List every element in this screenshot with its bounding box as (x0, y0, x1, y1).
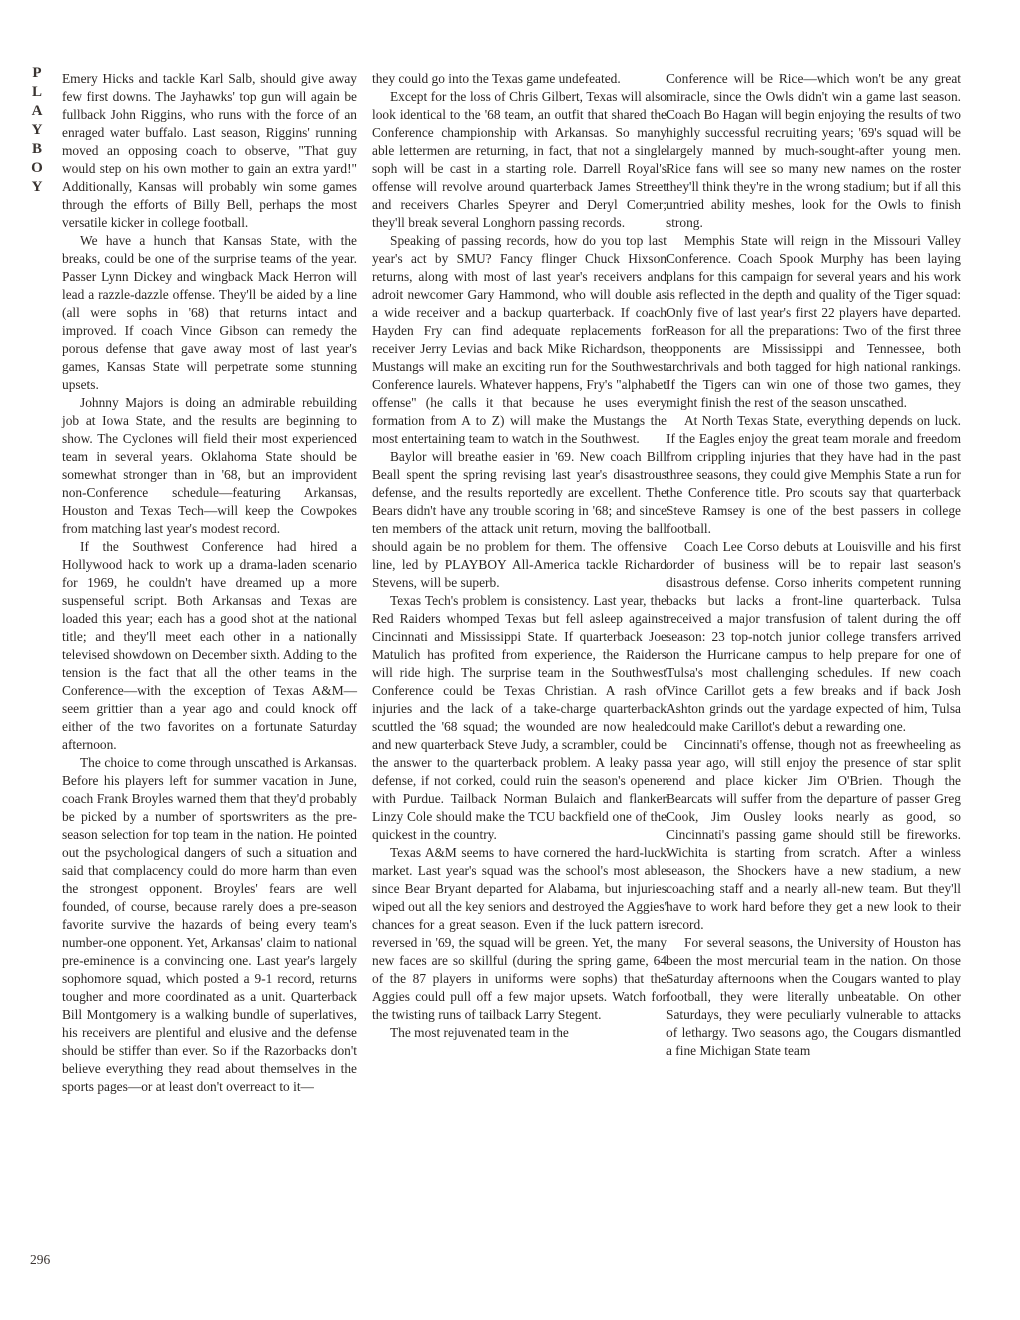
page-number: 296 (30, 1252, 51, 1267)
masthead-letter: L (31, 84, 42, 100)
paragraph: Memphis State will reign in the Missouri Valley Conference. Coach Spook Murphy has been laying plans for this campaign for several years and his work is reflected in the depth and quality of the Tiger squad: Only five of last year's first 22 players have departed. Reason for all the preparations: Two of the first three opponents are Mississippi and Tennessee, both archrivals and both tagged for high national rankings. If the Tigers can win one of those two games, they might finish the rest of the season unscathed. (666, 233, 961, 410)
text-column-1 (62, 70, 357, 1096)
masthead-letter: P (32, 65, 42, 81)
paragraph: Coach Lee Corso debuts at Louisville and his first order of business will be to repair last season's disastrous defense. Corso inherits competent running backs but lacks a front-line quarterback. Tulsa received a major transfusion of talent during the off season: 23 top-notch junior college transfers arrived on the Hurricane campus to help prepare for one of Tulsa's most challenging schedules. If new coach Vince Carillot gets a few breaks and if back Josh Ashton grinds out the yardage expected of him, Tulsa could make Carillot's debut a rewarding one. (666, 539, 961, 734)
masthead-letter: A (31, 103, 43, 119)
paragraph: If the Southwest Conference had hired a Hollywood hack to work up a drama-laden scenario for 1969, he couldn't have dreamed up a more suspenseful script. Both Arkansas and Texas are loaded this year; each has a good shot at the national title; and they'll meet each other in a nationally televised showdown on December sixth. Adding to the tension is the fact that all the other teams in the Conference—with the exception of Texas A&M—seem grittier than a year ago and could knock off either of the two favorites on a fortunate Saturday afternoon. (62, 539, 357, 752)
paragraph: Except for the loss of Chris Gilbert, Texas will also look identical to the '68 team, an outfit that shared the Conference championship with Arkansas. So many able lettermen are returning, in fact, that not a single soph will be cast in a starting role. Darrell Royal's offense will revolve around quarterback James Street and receivers Charles Speyrer and Deryl Comer; they'll break several Longhorn passing records. (372, 89, 667, 230)
paragraph: Johnny Majors is doing an admirable rebuilding job at Iowa State, and the results are beginning to show. The Cyclones will field their most experienced team in several years. Oklahoma State should be somewhat stronger than in '68, but an improvident non-Conference schedule—featuring Arkansas, Houston and Texas Tech—will keep the Cowpokes from matching last year's modest record. (62, 395, 357, 536)
paragraph: Conference will be Rice—which won't be any great miracle, since the Owls didn't win a game last season. Coach Bo Hagan will begin enjoying the results of two highly successful recruiting years; '69's squad will be largely manned by much-sought-after young men. Rice fans will see so many new names on the roster they'll think they're in the wrong stadium; but if all this untried ability meshes, look for the Owls to finish strong. (666, 71, 961, 230)
paragraph: Texas Tech's problem is consistency. Last year, the Red Raiders whomped Texas but fell asleep against Cincinnati and Mississippi State. If quarterback Joe Matulich has profited from experience, the Raiders will ride high. The surprise team in the Southwest Conference could be Texas Christian. A rash of injuries and the lack of a take-charge quarterback scuttled the '68 squad; the wounded are now healed and new quarterback Steve Judy, a scrambler, could be the answer to the quarterback problem. A leaky pass defense, if not corked, could ruin the season's opener with Purdue. Tailback Norman Bulaich and flanker Linzy Cole should make the TCU backfield one of the quickest in the country. (372, 593, 667, 842)
paragraph: they could go into the Texas game undefeated. (372, 71, 621, 86)
masthead-letter: B (31, 141, 42, 157)
paragraph: Baylor will breathe easier in '69. New coach Bill Beall spent the spring revising last year's disastrous defense, and the results reportedly are excellent. The Bears didn't have any trouble scoring in '68; and since ten members of the attack unit return, moving the ball should again be no problem for them. The offensive line, led by PLAYBOY All-America tackle Richard Stevens, will be superb. (372, 449, 667, 590)
paragraph: At North Texas State, everything depends on luck. If the Eagles enjoy the great team morale and freedom from crippling injuries that they have had in the past three seasons, they could give Memphis State a run for the Conference title. Pro scouts say that quarterback Steve Ramsey is one of the best passers in college football. (666, 413, 961, 536)
paragraph: We have a hunch that Kansas State, with the breaks, could be one of the surprise teams of the year. Passer Lynn Dickey and wingback Mack Herron will lead a razzle-dazzle offense. They'll be aided by a line (all were sophs in '68) that returns intact and improved. If coach Vince Gibson can remedy the porous defense that gave away most of last year's games, Kansas State will perpetrate some stunning upsets. (62, 233, 357, 392)
masthead (28, 64, 46, 197)
paragraph: Speaking of passing records, how do you top last year's act by SMU? Fancy flinger Chuck Hixson returns, along with most of last year's receivers and adroit newcomer Gary Hammond, who will double as a wide receiver and a backup quarterback. If coach Hayden Fry can find adequate replacements for receiver Jerry Levias and back Mike Richardson, the Mustangs will make an exciting run for the Southwest Conference laurels. Whatever happens, Fry's "alphabet offense" (he calls it that because he uses every formation from A to Z) will make the Mustangs the most entertaining team to watch in the Southwest. (372, 233, 667, 446)
text-column-3 (666, 70, 961, 1060)
text-column-2 (372, 70, 667, 1042)
paragraph: For several seasons, the University of Houston has been the most mercurial team in the nation. On those Saturday afternoons when the Cougars wanted to play football, they were literally unbeatable. On other Saturdays, they were peculiarly vulnerable to attacks of lethargy. Two seasons ago, the Cougars dismantled a fine Michigan State team (666, 935, 961, 1058)
paragraph: The choice to come through unscathed is Arkansas. Before his players left for summer vacation in June, coach Frank Broyles warned them that they'd probably be picked by a number of sportswriters as the pre-season selection for top team in the nation. He pointed out the psychological dangers of such a situation and said that complacency could do more harm than even the strongest opponent. Broyles' fears are well founded, of course, because rarely does a pre-season favorite survive the hazards of being every team's number-one opponent. Yet, Arkansas' claim to national pre-eminence is a convincing one. Last year's largely sophomore squad, which posted a 9-1 record, returns tougher and more coordinated as a unit. Quarterback Bill Montgomery is a walking bundle of superlatives, his receivers are plentiful and elusive and the defense should be stiffer than ever. So if the Razorbacks don't believe everything they read about themselves in the sports pages—or at least don't overreact to it— (62, 755, 357, 1094)
paragraph: Emery Hicks and tackle Karl Salb, should give away few first downs. The Jayhawks' top gun will again be fullback John Riggins, who runs with the force of an enraged water buffalo. Last season, Riggins' running moved an opposing coach to observe, "That guy would step on his own mother to gain an extra yard!" Additionally, Kansas will probably win some games through the efforts of Billy Bell, perhaps the most versatile kicker in college football. (62, 71, 357, 230)
masthead-letter: Y (31, 122, 43, 138)
masthead-letter: O (31, 160, 43, 176)
paragraph: Cincinnati's offense, though not as freewheeling as a year ago, will still enjoy the presence of star split end and place kicker Jim O'Brien. Though the Bearcats will suffer from the departure of passer Greg Cook, Jim Ousley looks nearly as good, so Cincinnati's passing game should still be fireworks. Wichita is starting from scratch. After a winless season, the Shockers have a new stadium, a new coaching staff and a nearly all-new team. But they'll have to work hard before they get a new look to their record. (666, 737, 961, 932)
paragraph: Texas A&M seems to have cornered the hard-luck market. Last year's squad was the school's most able since Bear Bryant departed for Alabama, but injuries wiped out all the key seniors and destroyed the Aggies' chances for a great season. Even if the luck pattern is reversed in '69, the squad will be green. Yet, the many new faces are so skillful (during the spring game, 64 of the 87 players in uniforms were sophs) that the Aggies could pull off a few major upsets. Watch for the twisting runs of tailback Larry Stegent. (372, 845, 667, 1022)
paragraph: The most rejuvenated team in the (390, 1025, 569, 1040)
masthead-letter: Y (31, 179, 43, 195)
